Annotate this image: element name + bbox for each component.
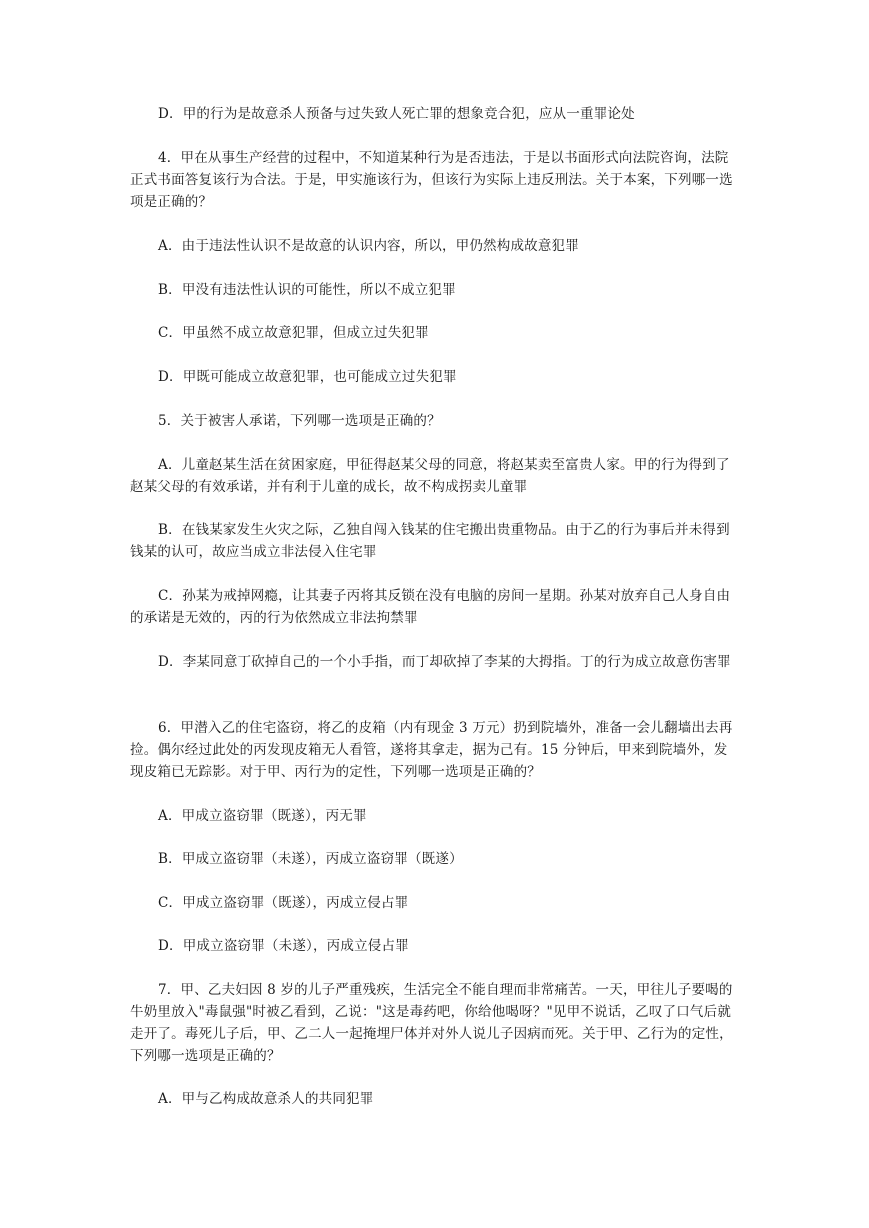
question-6: 6．甲潜入乙的住宅盗窃，将乙的皮箱（内有现金 3 万元）扔到院墙外，准备一会儿翻墙出去再捡。偶尔经过此处的丙发现皮箱无人看管，遂将其拿走，据为己有。15 分钟后，甲来到院墙外，发现皮箱已无踪影。对于甲、丙行为的定性，下列哪一选项是正确的？: [130, 720, 733, 780]
option-5a: A．儿童赵某生活在贫困家庭，甲征得赵某父母的同意，将赵某卖至富贵人家。甲的行为得到了赵某父母的有效承诺，并有利于儿童的成长，故不构成拐卖儿童罪: [130, 457, 730, 495]
question-5: 5．关于被害人承诺，下列哪一选项是正确的？: [158, 413, 441, 429]
option-6d: D．甲成立盗窃罪（未遂），丙成立侵占罪: [158, 938, 409, 954]
question-4: 4．甲在从事生产经营的过程中，不知道某种行为是否违法，于是以书面形式向法院咨询，法院正式书面答复该行为合法。于是，甲实施该行为，但该行为实际上违反刑法。关于本案，下列哪一选项是正确的？: [130, 150, 733, 210]
option-4b: B．甲没有违法性认识的可能性，所以不成立犯罪: [158, 282, 456, 298]
option-6b: B．甲成立盗窃罪（未遂），丙成立盗窃罪（既遂）: [158, 851, 463, 867]
option-4d: D．甲既可能成立故意犯罪，也可能成立过失犯罪: [158, 369, 457, 385]
option-4a: A．由于违法性认识不是故意的认识内容，所以，甲仍然构成故意犯罪: [158, 238, 579, 254]
option-3d: D．甲的行为是故意杀人预备与过失致人死亡罪的想象竞合犯，应从一重罪论处: [158, 106, 635, 122]
option-5d: D．李某同意丁砍掉自己的一个小手指，而丁却砍掉了李某的大拇指。丁的行为成立故意伤害罪: [158, 654, 731, 670]
option-6a: A．甲成立盗窃罪（既遂），丙无罪: [158, 808, 367, 824]
option-5b: B．在钱某家发生火灾之际，乙独自闯入钱某的住宅搬出贵重物品。由于乙的行为事后并未得到钱某的认可，故应当成立非法侵入住宅罪: [130, 522, 730, 560]
option-5c: C．孙某为戒掉网瘾，让其妻子丙将其反锁在没有电脑的房间一星期。孙某对放弃自己人身自由的承诺是无效的，丙的行为依然成立非法拘禁罪: [130, 588, 731, 626]
option-6c: C．甲成立盗窃罪（既遂），丙成立侵占罪: [158, 895, 409, 911]
option-4c: C．甲虽然不成立故意犯罪，但成立过失犯罪: [158, 325, 429, 341]
question-7: 7．甲、乙夫妇因 8 岁的儿子严重残疾，生活完全不能自理而非常痛苦。一天，甲往儿子要喝的牛奶里放入"毒鼠强"时被乙看到，乙说："这是毒药吧，你给他喝呀？"见甲不说话，乙叹了口气后就走开了。毒死儿子后，甲、乙二人一起掩埋尸体并对外人说儿子因病而死。关于甲、乙行为的定性，下列哪一选项是正确的？: [130, 982, 733, 1064]
option-7a: A．甲与乙构成故意杀人的共同犯罪: [158, 1091, 374, 1107]
